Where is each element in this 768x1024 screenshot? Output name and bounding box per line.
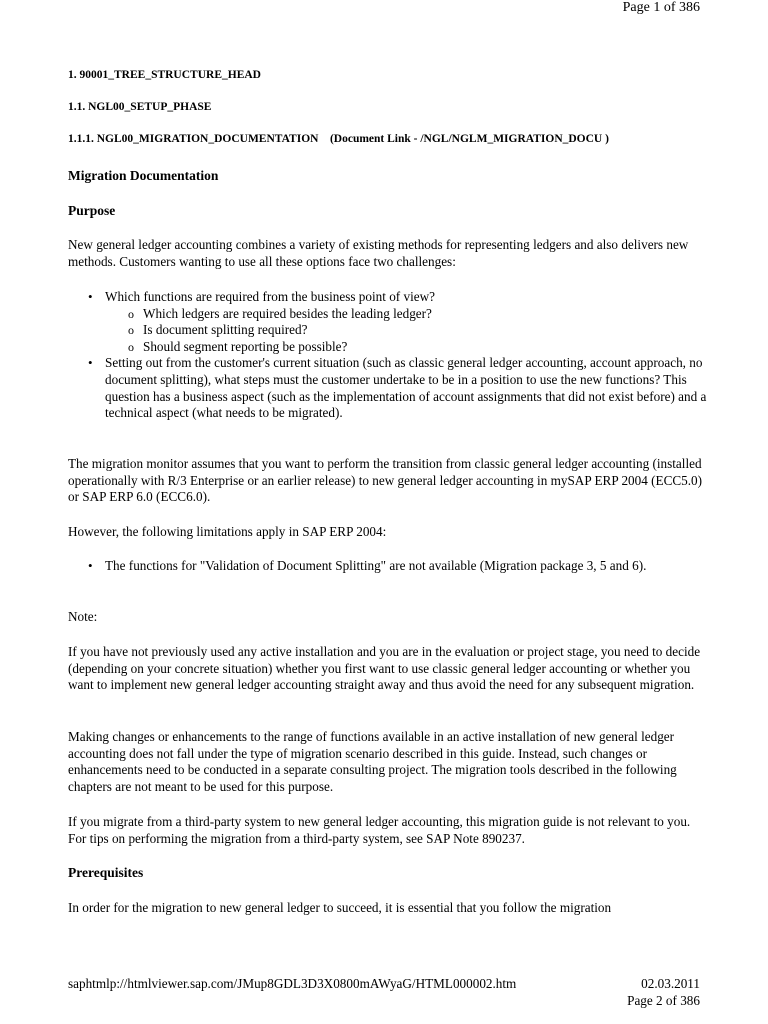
note-paragraph-3: If you migrate from a third-party system to new general ledger accounting, this migration guide is not relevant to you. For tips on performing the migration from a third-party system, see SAP Note 890237. [68, 814, 691, 846]
note-paragraph-1: If you have not previously used any active installation and you are in the evaluation or project stage, you need to decide (depending on your concrete situation) whether you first want to use classic general ledger accounting or whether you want to implement new general ledger accounting straight away and thus avoid the need for any subsequent migration. [68, 644, 701, 693]
list-item: o Is document splitting required? [105, 322, 708, 339]
limitations-paragraph: However, the following limitations apply in SAP ERP 2004: [68, 524, 387, 539]
bullet-functions-text: Which functions are required from the business point of view? [105, 289, 435, 304]
list-item [68, 289, 708, 355]
heading-migration-documentation [68, 131, 609, 148]
heading-setup-phase: 1.1. NGL00_SETUP_PHASE [68, 101, 212, 113]
note-paragraph-2: Making changes or enhancements to the range of functions available in an active installation of new general ledger accounting does not fall under the type of migration scenario described in this guide. Instead, such changes or enhancements need to be conducted in a separate consulting project. The migration tools described in the following chapters are not meant to be used for this purpose. [68, 729, 677, 794]
intro-paragraph: New general ledger accounting combines a variety of existing methods for representing ledgers and also delivers new methods. Customers wanting to use all these options face two challenges: [68, 237, 689, 269]
heading-migration-documentation-label: 1.1.1. NGL00_MIGRATION_DOCUMENTATION [68, 133, 319, 145]
heading-tree-structure: 1. 90001_TREE_STRUCTURE_HEAD [68, 69, 261, 81]
migration-monitor-paragraph: The migration monitor assumes that you want to perform the transition from classic general ledger accounting (installed operationally with R/3 Enterprise or an earlier release) to new general ledger accounting in mySAP ERP 2004 (ECC5.0) or SAP ERP 6.0 (ECC6.0). [68, 456, 703, 505]
note-label: Note: [68, 609, 98, 624]
list-item: o Should segment reporting be possible? [105, 339, 708, 356]
list-item: • The functions for "Validation of Document Splitting" are not available (Migration package 3, 5 and 6). [68, 558, 708, 575]
footer-date: 02.03.2011 [641, 976, 700, 991]
list-item: o Which ledgers are required besides the leading ledger? [105, 306, 708, 323]
doc-title: Migration Documentation [68, 168, 219, 183]
page-number-bottom: Page 2 of 386 [627, 993, 700, 1008]
footer-url[interactable]: saphtmlp://htmlviewer.sap.com/JMup8GDL3D3X0800mAWyaG/HTML000002.htm [68, 976, 517, 991]
document-link[interactable]: (Document Link - /NGL/NGLM_MIGRATION_DOCU ) [329, 133, 609, 145]
limitations-list [68, 558, 708, 575]
challenges-list [68, 289, 708, 422]
list-item: • Setting out from the customer's current situation (such as classic general ledger accounting, account approach, no document splitting), what steps must the customer undertake to be in a position to use the new functions? This question has a business aspect (such as the implementation of account assignments that did not exist before) and a technical aspect (what needs to be migrated). [68, 355, 708, 421]
page-number-top: Page 1 of 386 [622, 0, 700, 15]
prerequisites-heading: Prerequisites [68, 865, 144, 880]
prerequisites-paragraph: In order for the migration to new general ledger to succeed, it is essential that you follow the migration [68, 900, 612, 915]
purpose-heading: Purpose [68, 203, 116, 218]
